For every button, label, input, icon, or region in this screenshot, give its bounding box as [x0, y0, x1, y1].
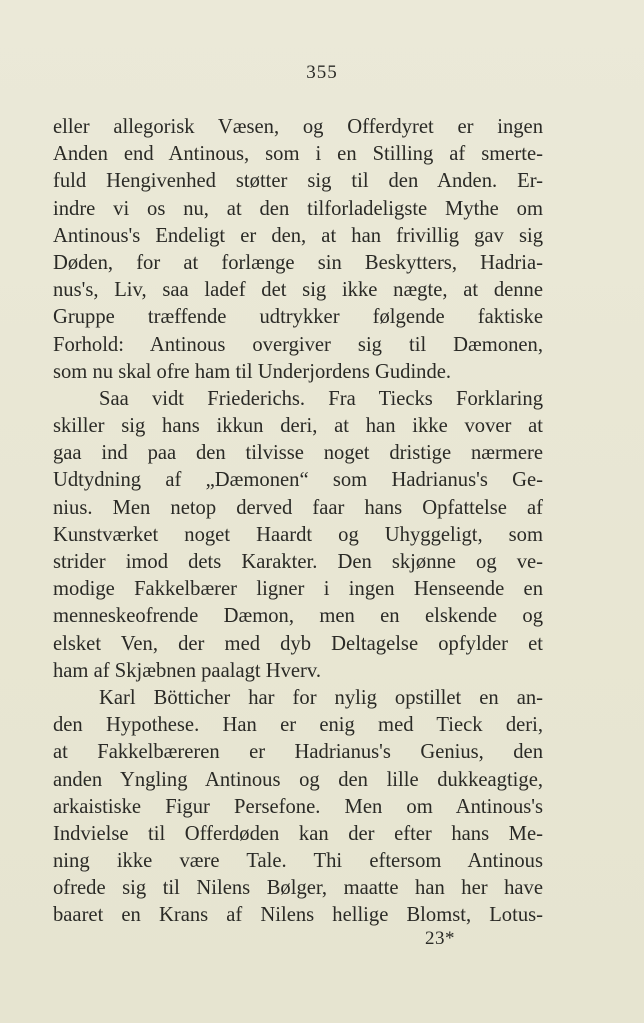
- text-line: anden Yngling Antinous og den lille dukkeagtige,: [53, 768, 543, 791]
- text-line: strider imod dets Karakter. Den skjønne og ve-: [53, 551, 543, 573]
- text-line: Karl Bötticher har for nylig opstillet en an-: [99, 686, 543, 709]
- text-line: Antinous's Endeligt er den, at han frivillig gav sig: [53, 224, 543, 247]
- text-line: ofrede sig til Nilens Bølger, maatte han her have: [53, 877, 543, 900]
- text-line: gaa ind paa den tilvisse noget dristige nærmere: [53, 442, 543, 465]
- text-line: Døden, for at forlænge sin Beskytters, Hadria-: [53, 251, 543, 274]
- text-line: Udtydning af „Dæmonen“ som Hadrianus's Ge-: [53, 469, 543, 492]
- text-line: ning ikke være Tale. Thi eftersom Antinous: [53, 850, 543, 873]
- text-line: elsket Ven, der med dyb Deltagelse opfylder et: [53, 632, 543, 655]
- page-number: 355: [306, 62, 338, 83]
- text-line: Kunstværket noget Haardt og Uhyggeligt, som: [53, 523, 543, 546]
- text-line: baaret en Krans af Nilens hellige Blomst, Lotus-: [53, 904, 543, 927]
- text-line: indre vi os nu, at den tilforladeligste Mythe om: [53, 197, 543, 220]
- text-line: Forhold: Antinous overgiver sig til Dæmonen,: [53, 333, 543, 356]
- text-line: Indvielse til Offerdøden kan der efter hans Me-: [53, 822, 543, 845]
- text-line: fuld Hengivenhed støtter sig til den Anden. Er-: [53, 170, 543, 193]
- text-line: nus's, Liv, saa ladef det sig ikke nægte, at denne: [53, 279, 543, 302]
- text-line: Gruppe træffende udtrykker følgende faktiske: [53, 306, 543, 329]
- text-line: nius. Men netop derved faar hans Opfattelse af: [53, 496, 543, 519]
- signature-mark: 23*: [425, 928, 455, 949]
- text-line: eller allegorisk Væsen, og Offerdyret er ingen: [53, 116, 543, 138]
- text-line: den Hypothese. Han er enig med Tieck deri,: [53, 714, 543, 737]
- text-line: modige Fakkelbærer ligner i ingen Henseende en: [53, 578, 543, 601]
- text-line: Saa vidt Friederichs. Fra Tiecks Forklaring: [99, 387, 543, 410]
- text-line: ham af Skjæbnen paalagt Hverv.: [53, 659, 322, 682]
- text-line: menneskeofrende Dæmon, men en elskende og: [53, 605, 543, 628]
- text-line: arkaistiske Figur Persefone. Men om Antinous's: [53, 795, 543, 818]
- text-line: som nu skal ofre ham til Underjordens Gudinde.: [53, 360, 452, 383]
- text-line: at Fakkelbæreren er Hadrianus's Genius, den: [53, 741, 543, 764]
- text-line: Anden end Antinous, som i en Stilling af smerte-: [53, 143, 543, 166]
- body-text: [53, 114, 543, 930]
- text-line: skiller sig hans ikkun deri, at han ikke vover at: [53, 415, 543, 438]
